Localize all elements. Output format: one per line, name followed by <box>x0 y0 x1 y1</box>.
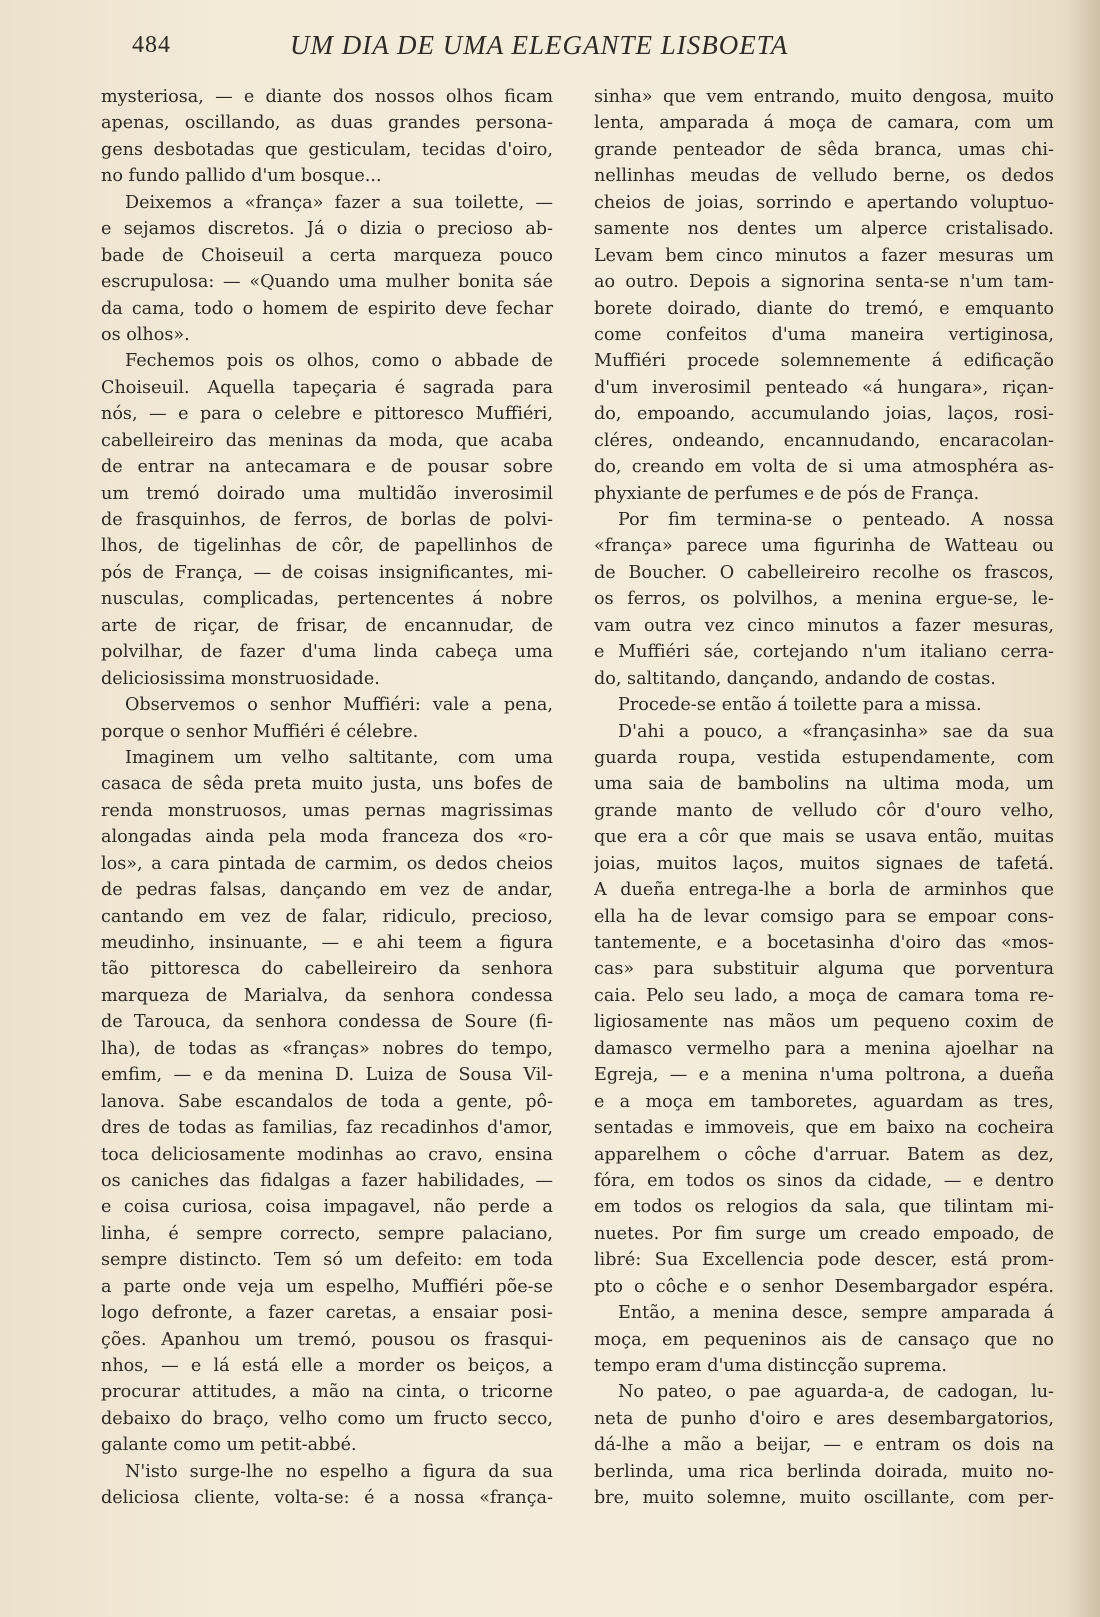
text-line: nuetes. Por fim surge um creado empoado, de <box>594 1223 1054 1244</box>
text-line: samente nos dentes um alperce cristalisado. <box>594 219 1054 240</box>
text-line: galante como um petit-abbé. <box>101 1435 357 1456</box>
text-line: sempre distincto. Tem só um defeito: em toda <box>101 1250 553 1271</box>
text-line: lenta, amparada á moça de camara, com um <box>594 113 1054 134</box>
text-line: nusculas, complicadas, pertencentes á nobre <box>101 589 553 610</box>
running-title: UM DIA DE UMA ELEGANTE LISBOETA <box>290 30 789 60</box>
text-line: apenas, oscillando, as duas grandes persona- <box>101 113 553 134</box>
text-column-right <box>594 84 1054 1534</box>
text-line: do, creando em volta de si uma atmosphéra as- <box>594 457 1054 478</box>
text-line: nós, — e para o celebre e pittoresco Muffiéri, <box>101 404 553 425</box>
text-line: N'isto surge-lhe no espelho a figura da sua <box>125 1461 553 1482</box>
text-line: vam outra vez cinco minutos a fazer mesuras, <box>594 615 1054 636</box>
text-line: Por fim termina-se o penteado. A nossa <box>618 510 1054 530</box>
text-line: cas» para substituir alguma que porventura <box>594 959 1054 980</box>
text-line: bre, muito solemne, muito oscillante, com per- <box>594 1488 1054 1509</box>
text-line: pós de França, — de coisas insignificantes, mi- <box>101 562 553 583</box>
text-line: emfim, — e da menina D. Luiza de Sousa Vil- <box>101 1065 553 1086</box>
text-line: Fechemos pois os olhos, como o abbade de <box>125 351 553 372</box>
text-line: berlinda, uma rica berlinda doirada, muito no- <box>594 1461 1054 1482</box>
text-line: uma saia de bambolins na ultima moda, um <box>594 774 1054 795</box>
text-line: linha, é sempre correcto, sempre palaciano, <box>101 1223 553 1244</box>
text-line: procurar attitudes, a mão na cinta, o tricorne <box>101 1382 553 1403</box>
text-line: um tremó doirado uma multidão inverosimil <box>101 483 553 504</box>
text-line: os ferros, os polvilhos, a menina ergue-se, le- <box>594 589 1054 610</box>
text-line: Levam bem cinco minutos a fazer mesuras um <box>594 245 1054 266</box>
text-line: cantando em vez de falar, ridiculo, precioso, <box>101 906 553 927</box>
text-line: Muffiéri procede solemnemente á edificação <box>594 351 1054 372</box>
text-line: los», a cara pintada de carmim, os dedos cheios <box>101 853 553 874</box>
text-line: «frança» parece uma figurinha de Watteau ou <box>594 536 1054 557</box>
text-line: do, empoando, accumulando joias, laços, rosi- <box>594 404 1054 425</box>
text-line: e coisa curiosa, coisa impagavel, não perde a <box>101 1197 553 1218</box>
text-line: cléres, ondeando, encannudando, encaracolan- <box>594 430 1054 451</box>
text-line: borete doirado, diante do tremó, e emquanto <box>594 298 1054 319</box>
text-line: do, saltitando, dançando, andando de costas. <box>594 668 996 689</box>
text-line: tempo eram d'uma distincção suprema. <box>594 1356 947 1376</box>
text-line: joias, muitos laços, muitos signaes de tafetá. <box>594 853 1054 874</box>
text-line: Imaginem um velho saltitante, com uma <box>125 747 553 768</box>
text-line: neta de punho d'oiro e ares desembargatorios, <box>594 1408 1054 1429</box>
text-line: debaixo do braço, velho como um fructo secco, <box>101 1408 553 1429</box>
text-line: libré: Sua Excellencia pode descer, está prom- <box>594 1250 1054 1271</box>
text-line: tão pittoresca do cabelleireiro da senhora <box>101 959 553 980</box>
text-line: cabelleireiro das meninas da moda, que acaba <box>101 430 553 451</box>
text-line: ella ha de levar comsigo para se empoar cons- <box>594 906 1054 927</box>
text-line: No pateo, o pae aguarda-a, de cadogan, lu- <box>618 1382 1054 1403</box>
text-line: mysteriosa, — e diante dos nossos olhos ficam <box>101 87 553 107</box>
text-line: lanova. Sabe escandalos de toda a gente, pô- <box>101 1091 553 1112</box>
text-line: escrupulosa: — «Quando uma mulher bonita sáe <box>101 272 553 293</box>
text-line: guarda roupa, vestida estupendamente, com <box>594 747 1054 768</box>
text-line: bade de Choiseuil a certa marqueza pouco <box>101 245 553 266</box>
text-line: ao outro. Depois a signorina senta-se n'um tam- <box>594 272 1054 293</box>
text-line: porque o senhor Muffiéri é célebre. <box>101 721 419 742</box>
text-column-left <box>101 84 553 1534</box>
text-line: e Muffiéri sáe, cortejando n'um italiano cerra- <box>594 642 1054 663</box>
text-line: apparelhem o côche d'arruar. Batem as dez, <box>594 1144 1054 1165</box>
text-line: de entrar na antecamara e de pousar sobre <box>101 457 553 478</box>
text-line: de Boucher. O cabelleireiro recolhe os frascos, <box>594 562 1054 583</box>
text-line: cheios de joias, sorrindo e apertando voluptuo- <box>594 192 1054 213</box>
text-line: Então, a menina desce, sempre amparada á <box>618 1303 1054 1324</box>
text-line: lha), de todas as «franças» nobres do tempo, <box>101 1038 553 1059</box>
text-line: fóra, em todos os sinos da cidade, — e dentro <box>594 1170 1054 1191</box>
text-line: deliciosissima monstruosidade. <box>101 668 380 689</box>
text-line: grande manto de velludo côr d'ouro velho, <box>594 800 1054 821</box>
text-line: come confeitos d'uma maneira vertiginosa, <box>594 324 1054 345</box>
text-line: gens desbotadas que gesticulam, tecidas d'oiro, <box>101 139 553 160</box>
text-line: d'um inverosimil penteado «á hungara», riçan- <box>594 377 1054 398</box>
text-line: Procede-se então á toilette para a missa. <box>618 695 982 716</box>
text-line: Observemos o senhor Muffiéri: vale a pena, <box>125 695 553 716</box>
text-line: casaca de sêda preta muito justa, uns bofes de <box>101 774 553 795</box>
text-line: sinha» que vem entrando, muito dengosa, muito <box>594 87 1054 107</box>
text-line: no fundo pallido d'um bosque... <box>101 166 382 187</box>
text-line: A dueña entrega-lhe a borla de arminhos que <box>594 880 1054 901</box>
text-line: que era a côr que mais se usava então, muitas <box>594 827 1054 848</box>
text-line: da cama, todo o homem de espirito deve fechar <box>101 298 553 319</box>
text-line: Egreja, — e a menina n'uma poltrona, a dueña <box>594 1065 1054 1086</box>
text-line: dá-lhe a mão a beijar, — e entram os dois na <box>594 1435 1054 1456</box>
text-line: arte de riçar, de frisar, de encannudar, de <box>101 615 553 636</box>
text-line: renda monstruosos, umas pernas magrissimas <box>101 800 553 821</box>
text-line: deliciosa cliente, volta-se: é a nossa «frança- <box>101 1488 553 1509</box>
text-line: toca deliciosamente modinhas ao cravo, ensina <box>101 1144 553 1165</box>
text-line: em todos os relogios da sala, que tilintam mi- <box>594 1197 1054 1218</box>
text-line: alongadas ainda pela moda franceza dos «ro- <box>101 827 553 848</box>
text-line: os olhos». <box>101 324 190 345</box>
text-line: moça, em pequeninos ais de cansaço que no <box>594 1329 1054 1350</box>
text-line: lhos, de tigelinhas de côr, de papellinhos de <box>101 536 553 557</box>
text-line: polvilhar, de fazer d'uma linda cabeça uma <box>101 642 553 663</box>
text-line: meudinho, insinuante, — e ahi teem a figura <box>101 933 553 953</box>
text-line: logo defronte, a fazer caretas, a ensaiar posi- <box>101 1303 553 1324</box>
text-line: de pedras falsas, dançando em vez de andar, <box>101 880 553 901</box>
text-line: damasco vermelho para a menina ajoelhar na <box>594 1038 1054 1059</box>
text-line: nellinhas meudas de velludo berne, os dedos <box>594 166 1054 187</box>
text-line: a parte onde veja um espelho, Muffiéri põe-se <box>101 1276 553 1297</box>
text-line: de Tarouca, da senhora condessa de Soure (fi- <box>101 1012 553 1033</box>
text-line: dres de todas as familias, faz recadinhos d'amor, <box>101 1118 553 1139</box>
text-line: e sejamos discretos. Já o dizia o precioso ab- <box>101 219 553 240</box>
text-line: phyxiante de perfumes e de pós de França. <box>594 483 980 504</box>
text-line: sentadas e immoveis, que em baixo na cocheira <box>594 1118 1054 1139</box>
text-line: e a moça em tamboretes, aguardam as tres, <box>594 1091 1054 1112</box>
text-line: Deixemos a «françа» fazer a sua toilette, — <box>125 192 553 213</box>
text-line: caia. Pelo seu lado, a moça de camara toma re- <box>594 985 1054 1006</box>
text-line: grande penteador de sêda branca, umas chi- <box>594 139 1054 160</box>
text-line: nhos, — e lá está elle a morder os beiços, a <box>101 1356 553 1376</box>
text-line: D'ahi a pouco, a «françasinha» sae da sua <box>618 721 1054 742</box>
text-line: ções. Apanhou um tremó, pousou os frasqui- <box>101 1329 553 1350</box>
text-line: tantemente, e a bocetasinha d'oiro das «mos- <box>594 933 1054 953</box>
text-line: de frasquinhos, de ferros, de borlas de polvi- <box>101 510 553 530</box>
text-line: ligiosamente nas mãos um pequeno coxim de <box>594 1012 1054 1033</box>
text-line: os caniches das fidalgas a fazer habilidades, — <box>101 1170 553 1191</box>
page-edge-shadow <box>1066 0 1100 1617</box>
text-line: Choiseuil. Aquella tapeçaria é sagrada para <box>101 377 553 398</box>
text-line: marqueza de Marialva, da senhora condessa <box>101 985 553 1006</box>
page-number: 484 <box>132 32 171 58</box>
text-line: pto o côche e o senhor Desembargador espéra. <box>594 1276 1054 1297</box>
